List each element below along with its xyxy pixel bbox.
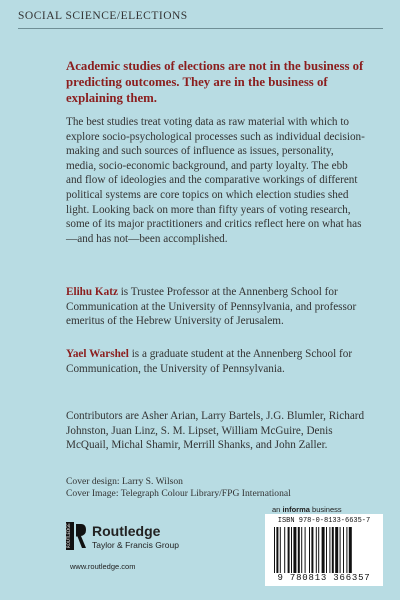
cover-design-credit: Cover design: Larry S. Wilson	[66, 476, 183, 487]
barcode-box	[265, 514, 383, 586]
publisher-group: Taylor & Francis Group	[92, 540, 179, 550]
cover-credits	[66, 476, 366, 500]
author-bio-katz	[66, 285, 366, 329]
author-bio-text: is a graduate student at the Annenberg School for Communication, the University of Pennsylvania.	[66, 348, 353, 375]
author-name: Yael Warshel	[66, 348, 129, 360]
routledge-logo-icon	[66, 522, 86, 550]
publisher-logo-block	[66, 522, 206, 582]
barcode-number: 9 780813 366357	[277, 573, 371, 583]
category-label: SOCIAL SCIENCE/ELECTIONS	[18, 10, 188, 22]
publisher-url: www.routledge.com	[70, 562, 136, 571]
lead-statement: Academic studies of elections are not in the business of predicting outcomes. They are in the business of explaining them.	[66, 59, 364, 105]
logo-vertical-text: ROUTLEDGE	[66, 523, 71, 548]
barcode-icon	[273, 527, 375, 573]
author-name: Elihu Katz	[66, 286, 118, 298]
isbn-label: ISBN 978-0-8133-6635-7	[277, 517, 371, 525]
header-rule	[18, 28, 383, 29]
author-bio-text: is Trustee Professor at the Annenberg School for Communication at the University of Pennsylvania, and professor emeritus of the Hebrew University of Jerusalem.	[66, 286, 357, 328]
contributors-list: Contributors are Asher Arian, Larry Bartels, J.G. Blumler, Richard Johnston, Juan Linz, S. M. Lipset, William McGuire, Denis McQuail, Michal Shamir, Merrill Shanks, and John Zaller.	[66, 410, 365, 452]
cover-image-credit: Cover Image: Telegraph Colour Library/FPG International	[66, 488, 291, 499]
informa-tagline: an informa business	[272, 505, 342, 514]
description-paragraph: The best studies treat voting data as raw material with which to explore socio-psychological processes such as individual decision-making and such sources of influence as issues, personality, media, socio-economic background, and party loyalty. The ebb and flow of ideologies and the comparative workings of different political systems are core topics on which election studies shed light. Looking back on more than fifty years of voting research, some of its major practitioners and critics reflect here on what has—and has not—been accomplished.	[66, 116, 365, 245]
author-bio-warshel	[66, 347, 366, 376]
publisher-name: Routledge	[92, 523, 161, 539]
